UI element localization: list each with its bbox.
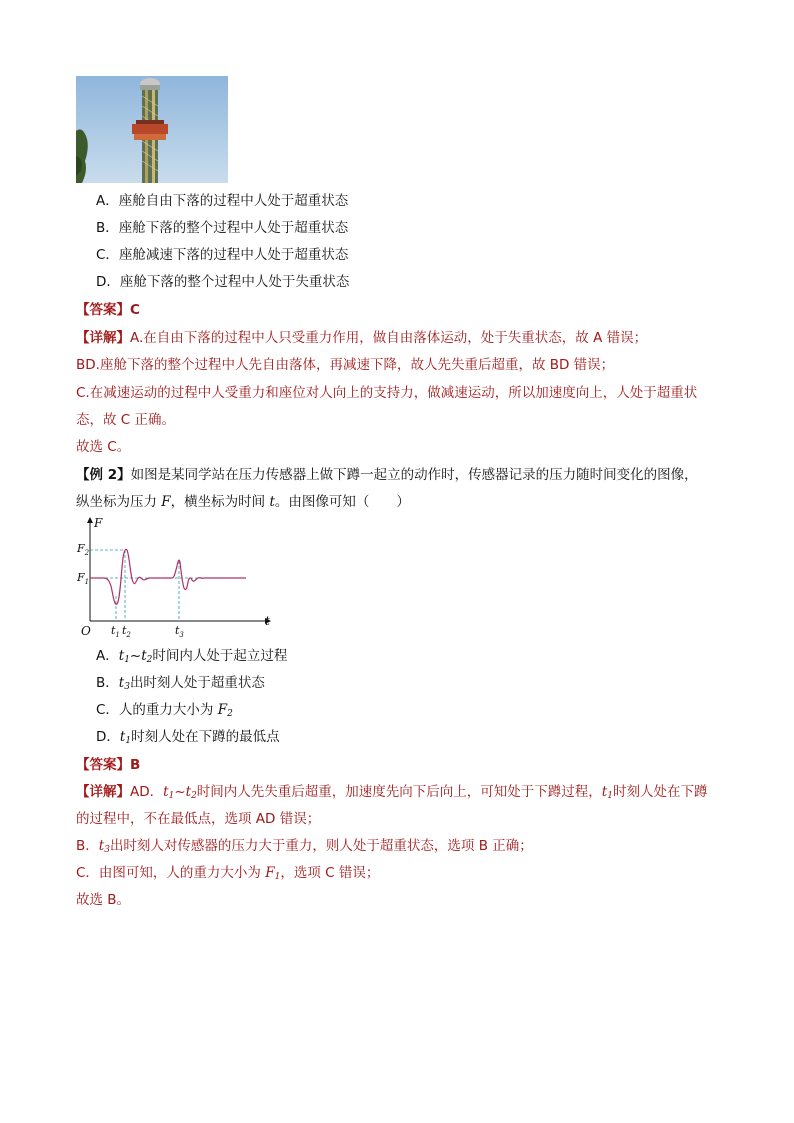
q1-detail-line-1: 【详解】A.在自由下落的过程中人只受重力作用，做自由落体运动，处于失重状态，故 A 错误； <box>76 330 648 346</box>
q1-option-d: D．座舱下落的整个过程中人处于失重状态 <box>96 274 350 290</box>
y-axis-label: F <box>94 516 103 530</box>
q2-detail-line-1: 【详解】AD．$t_1\sim t_2$时间内人先失重后超重，加速度先向下后向上，可知处于下蹲过程，$t_1$时刻人处在下蹲 <box>76 784 708 801</box>
q2-conclusion: 故选 B。 <box>76 892 131 908</box>
q2-detail-line-2: 的过程中，不在最低点，选项 AD 错误； <box>76 811 321 827</box>
q2-detail-line-4: C．由图可知，人的重力大小为 $F_1$，选项 C 错误； <box>76 865 380 882</box>
q2-option-d: D．$t_1$时刻人处在下蹲的最低点 <box>96 729 280 746</box>
q1-conclusion: 故选 C。 <box>76 439 131 455</box>
q2-stem-line-2: 纵坐标为压力 F，横坐标为时间 t。由图像可知（ ） <box>76 494 410 510</box>
q1-detail-line-3: C.在减速运动的过程中人受重力和座位对人向上的支持力，做减速运动，所以加速度向上，人处于超重状 <box>76 385 698 401</box>
q1-option-a: A．座舱自由下落的过程中人处于超重状态 <box>96 193 349 209</box>
t3-label: $t_3$ <box>175 624 184 638</box>
q2-option-c: C．人的重力大小为 $F_2$ <box>96 702 233 719</box>
drop-tower-photo <box>76 76 228 183</box>
x-axis-label: t <box>265 614 270 628</box>
q1-option-c: C．座舱减速下落的过程中人处于超重状态 <box>96 247 349 263</box>
q2-option-a: A．$t_1\sim t_2$时间内人处于起立过程 <box>96 648 288 665</box>
q1-detail-line-4: 态，故 C 正确。 <box>76 412 176 428</box>
q2-option-b: B．$t_3$出时刻人处于超重状态 <box>96 675 265 692</box>
q2-stem-line-1: 【例 2】如图是某同学站在压力传感器上做下蹲一起立的动作时，传感器记录的压力随时间变化的图像， <box>76 467 698 483</box>
t2-label: $t_2$ <box>122 624 131 638</box>
f2-label: $F_2$ <box>77 542 90 557</box>
force-curve <box>90 549 246 604</box>
f1-label: $F_1$ <box>77 571 90 586</box>
q2-answer: 【答案】B <box>76 757 141 773</box>
force-time-graph <box>74 514 274 638</box>
q1-detail-line-2: BD.座舱下落的整个过程中人先自由落体，再减速下降，故人先失重后超重，故 BD 错误； <box>76 357 615 373</box>
q1-option-b: B．座舱下落的整个过程中人处于超重状态 <box>96 220 349 236</box>
q1-answer: 【答案】C <box>76 302 140 318</box>
t1-label: $t_1$ <box>111 624 120 638</box>
q2-detail-line-3: B．$t_3$出时刻人对传感器的压力大于重力，则人处于超重状态，选项 B 正确； <box>76 838 533 855</box>
origin-label: O <box>81 624 91 638</box>
